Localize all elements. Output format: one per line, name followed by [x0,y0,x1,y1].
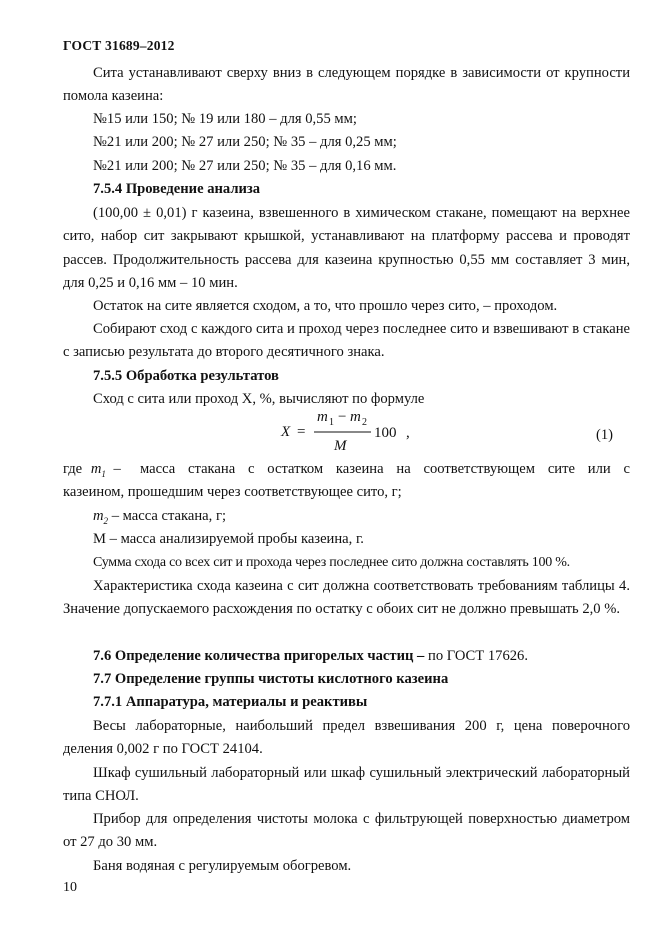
formula-num-m2: m [350,409,361,425]
mass-sample-line: М – масса анализируемой пробы казеина, г. [93,531,364,547]
section-7-6-reference: по ГОСТ 17626. [424,648,528,664]
collect-paragraph: Собирают сход с каждого сита и проход через последнее сито и взвешивают в стакане с записью результата до второго десятичного знака. [63,321,630,361]
m1-description-cont: казеином, прошедшим через соответствующее сито, г; [63,484,402,500]
formula-intro: Сход с сита или проход X, %, вычисляют по формуле [93,391,425,407]
where-label: где [63,461,83,477]
formula-num-m1: m [317,409,328,425]
m1-symbol: m [90,461,102,477]
formula-minus: − [338,409,347,425]
cabinet-paragraph: Шкаф сушильный лабораторный или шкаф сушильный электрический лабораторный типа СНОЛ. [63,765,630,805]
formula-comma: , [406,425,410,441]
formula-num-index-2: 2 [362,417,367,428]
m2-description: – масса стакана, г; [108,508,226,524]
characteristic-paragraph: Характеристика схода казеина с сит должна соответствовать требованиям таблицы 4. Значение допускаемого расхождения по остатку с обоих сит не должно превышать 2,0 %. [63,578,630,618]
standard-header: ГОСТ 31689–2012 [63,38,175,53]
formula-number: (1) [596,427,614,443]
residue-paragraph: Остаток на сите является сходом, а то, что прошло через сито, – проходом. [93,298,558,314]
analysis-paragraph: (100,00 ± 0,01) г казеина, взвешенного в химическом стакане, помещают на верхнее сито, набор сит закрывают крышкой, устанавливают на платформу рассева и проводят рассев. Продолжительность рассева для казеина крупностью 0,55 мм составляет 3 мин, для 0,25 и 0,16 мм – 10 мин. [63,205,630,292]
formula-denominator: M [334,438,347,454]
m2-index: 2 [103,515,109,526]
sieves-intro-paragraph: Сита устанавливают сверху вниз в следующем порядке в зависимости от крупности помола казеина: [63,65,630,105]
section-heading-7-6: 7.6 Определение количества пригорелых частиц – [93,648,425,664]
m2-symbol: m [93,508,104,524]
bath-paragraph: Баня водяная с регулируемым обогревом. [93,858,352,874]
formula-num-index-1: 1 [329,417,334,428]
section-heading-7-5-5: 7.5.5 Обработка результатов [93,368,279,384]
section-heading-7-7-1: 7.7.1 Аппаратура, материалы и реактивы [93,694,368,710]
device-paragraph: Прибор для определения чистоты молока с фильтрующей поверхностью диаметром от 27 до 30 мм. [63,811,630,851]
section-heading-7-7: 7.7 Определение группы чистоты кислотного казеина [93,671,449,687]
page-number: 10 [63,880,77,895]
section-heading-7-5-4: 7.5.4 Проведение анализа [93,181,261,197]
section-7-6-line [93,645,528,668]
formula-lhs: X [281,424,291,440]
sieves-list-item-1: №15 или 150; № 19 или 180 – для 0,55 мм; [93,111,357,127]
sum-paragraph: Сумма схода со всех сит и прохода через последнее сито должна составлять 100 %. [93,555,570,570]
m1-dash: – [113,461,121,477]
m1-description: масса стакана с остатком казеина на соответствующем сите или с [140,461,630,477]
scales-paragraph: Весы лабораторные, наибольший предел взвешивания 200 г, цена поверочного деления 0,002 г по ГОСТ 24104. [63,718,630,758]
formula-1 [0,405,661,465]
formula-equals: = [297,424,306,440]
sieves-list-item-3: №21 или 200; № 27 или 250; № 35 – для 0,16 мм. [93,158,397,174]
sieves-list-item-2: №21 или 200; № 27 или 250; № 35 – для 0,25 мм; [93,134,397,150]
formula-factor: 100 [374,425,397,441]
m1-index: 1 [101,468,106,479]
